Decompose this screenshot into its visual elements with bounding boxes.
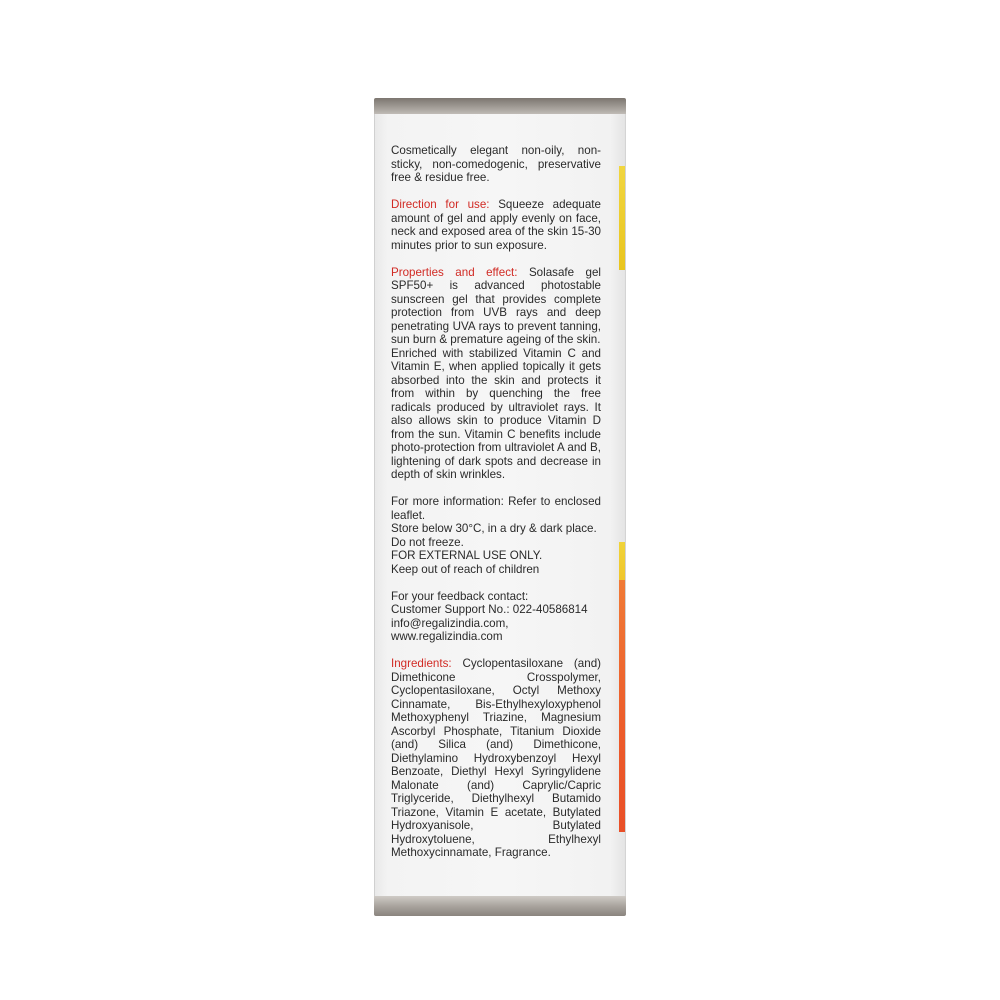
yellow-stripe-upper [619,166,625,270]
direction-paragraph [391,198,601,252]
no-freeze-text: Do not freeze. [391,535,464,549]
properties-paragraph [391,266,601,347]
properties-text: Solasafe gel SPF50+ is advanced photostable sunscreen gel that provides complete protection from UVB rays and deep penetrating UVA rays to prevent tanning, sun burn & premature ageing of the skin. [391,265,602,346]
ingredients-heading: Ingredients: [391,657,452,670]
storage-text: Store below 30°C, in a dry & dark place. [391,522,597,535]
ingredients-paragraph [391,657,601,860]
external-use-text: FOR EXTERNAL USE ONLY. [391,549,543,562]
box-bottom-edge [374,896,626,916]
box-side-panel [374,114,626,898]
product-box [374,98,626,916]
support-number: Customer Support No.: 022-40586814 [391,603,588,616]
enriched-text: Enriched with stabilized Vitamin C and Vitamin E, when applied topically it gets absorbed into the skin and protects it from within by quenching the free radicals produced by ultraviolet rays. It also allows skin to produce Vitamin D from the sun. Vitamin C benefits include photo-protection from ultraviolet A and B, lightening of dark spots and decrease in depth of skin wrinkles. [391,346,601,481]
orange-stripe [619,580,625,832]
feedback-text: For your feedback contact: [391,589,529,603]
ingredients-text: Cyclopentasiloxane (and) Dimethicone Crosspolymer, Cyclopentasiloxane, Octyl Methoxy Cinnamate, Bis-Ethylhexyloxyphenol Methoxyphenyl Triazine, Magnesium Ascorbyl Phosphate, Titanium Dioxide (and) Silica (and) Dimethicone, Diethylamino Hydroxybenzoyl Hexyl Benzoate, Diethyl Hexyl Syringylidene Malonate (and) Caprylic/Capric Triglyceride, Diethylhexyl Butamido Triazone, Vitamin E acetate, Butylated Hydroxyanisole, Butylated Hydroxytoluene, Ethylhexyl Methoxycinnamate, Fragrance. [391,657,601,859]
more-info-text: For more information: Refer to enclosed leaflet. [391,495,601,522]
panel-text [391,144,601,860]
properties-heading: Properties and effect: [391,265,518,279]
intro-text: Cosmetically elegant non-oily, non-sticky, non-comedogenic, preservative free & residue free. [391,144,601,184]
email-text: info@regalizindia.com, [391,616,509,630]
children-warning: Keep out of reach of children [391,562,540,576]
direction-text: Squeeze adequate amount of gel and apply evenly on face, neck and exposed area of the skin 15-30 minutes prior to sun exposure. [391,198,601,252]
website-text: www.regalizindia.com [391,630,503,643]
direction-heading: Direction for use: [391,198,490,211]
yellow-stripe-lower [619,542,625,582]
